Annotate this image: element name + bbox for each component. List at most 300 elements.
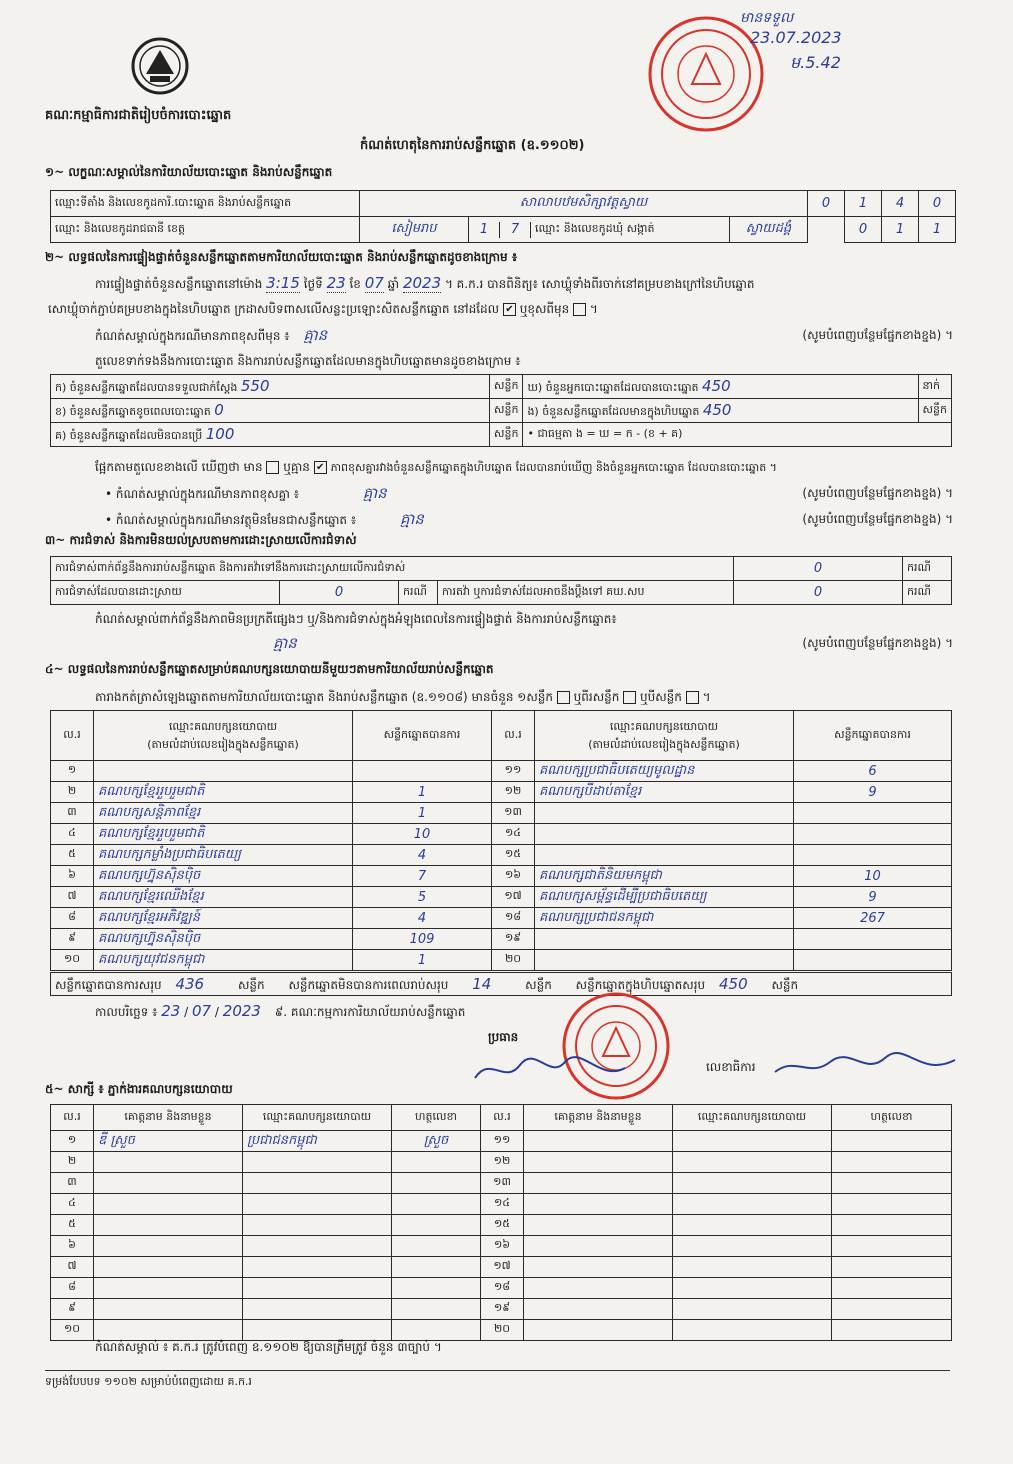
witness-row-no: ១៩ <box>481 1299 524 1320</box>
witness-row-sign <box>392 1152 481 1173</box>
witness-col-party: ឈ្មោះគណបក្សនយោបាយ <box>243 1105 392 1131</box>
witness-row-party <box>243 1215 392 1236</box>
witness-row-party <box>673 1131 832 1152</box>
witness-row-no: ១៣ <box>481 1173 524 1194</box>
witness-row-no: ១២ <box>481 1152 524 1173</box>
witness-row-party <box>673 1257 832 1278</box>
fill-note-4: (សូមបំពេញបន្ថែមផ្នែកខាងខ្នង) ។ <box>802 636 953 650</box>
unit-kha: សន្លឹក <box>490 399 523 423</box>
results-row-no: ១៣ <box>492 803 535 824</box>
location-code-1: 0 <box>808 191 845 217</box>
witness-row-name <box>94 1278 243 1299</box>
total-valid-unit: សន្លឹក <box>237 978 265 992</box>
witness-row-party <box>243 1236 392 1257</box>
commune-label: ឈ្មោះ និងលេខកូដឃុំ សង្កាត់ <box>535 221 655 235</box>
witness-row <box>51 1173 952 1194</box>
results-table <box>50 710 952 971</box>
witness-row-name <box>524 1215 673 1236</box>
results-col-party-sub-2: (តាមលំដាប់លេខរៀងក្នុងសន្លឹកឆ្នោត) <box>588 737 740 751</box>
results-row-votes: 1 <box>353 950 492 971</box>
witness-row-party <box>243 1299 392 1320</box>
spoiled-ballots-value: 0 <box>214 400 224 419</box>
results-row <box>51 782 952 803</box>
section5-title: ៥~ សាក្សី ៖ ភ្នាក់ងារគណបក្សនយោបាយ <box>45 1082 233 1096</box>
witness-row-sign <box>392 1257 481 1278</box>
org-name: គណៈកម្មាធិការជាតិរៀបចំការបោះឆ្នោត <box>45 108 232 123</box>
witness-row-sign <box>832 1152 952 1173</box>
witness-row-name <box>94 1173 243 1194</box>
results-row-party: គណបក្សហ្វ៊ុនស៊ិនប៉ិច <box>94 929 353 950</box>
results-row-no: ៩ <box>51 929 94 950</box>
results-row-no: ១២ <box>492 782 535 803</box>
witness-row-name <box>94 1152 243 1173</box>
verification-year: 2023 <box>402 274 442 292</box>
witness-row-name <box>524 1236 673 1257</box>
irregularity-value: គ្មាន <box>273 634 297 652</box>
witness-row-party <box>243 1257 392 1278</box>
results-row-party <box>535 824 794 845</box>
witness-row <box>51 1131 952 1152</box>
results-row-no: ៦ <box>51 866 94 887</box>
received-ballots-label: ក) ចំនួនសន្លឹកឆ្នោតដែលបានទទួលជាក់ស្តែង <box>55 380 238 394</box>
total-box-unit: សន្លឹក <box>771 978 799 992</box>
witness-row-name <box>524 1194 673 1215</box>
unit-kho: នាក់ <box>918 375 951 399</box>
secretary-label: លេខាធិការ <box>706 1060 756 1074</box>
results-row-no: ១៤ <box>492 824 535 845</box>
commune-code-1: 0 <box>845 217 882 243</box>
total-box-value: 450 <box>718 975 748 993</box>
witness-row-name <box>94 1257 243 1278</box>
witness-row-no: ១៥ <box>481 1215 524 1236</box>
results-row-votes: 4 <box>353 845 492 866</box>
unit-ngo: សន្លឹក <box>918 399 951 423</box>
witness-footnote: កំណត់សម្គាល់ ៖ គ.ក.រ ត្រូវបំពេញ ឧ.១១០២ ឱ្យបានត្រឹមត្រូវ ចំនួន ៣ច្បាប់ ។ <box>95 1340 442 1354</box>
box-ballots-label: ង) ចំនួនសន្លឹកឆ្នោតដែលមានក្នុងហិបឆ្នោត <box>527 404 700 418</box>
results-row-party <box>535 929 794 950</box>
results-row-no: ២០ <box>492 950 535 971</box>
results-row-party <box>94 761 353 782</box>
witness-row <box>51 1215 952 1236</box>
location-code-4: 0 <box>919 191 956 217</box>
results-row-votes <box>794 803 952 824</box>
diff-remark-value: គ្មាន <box>362 484 387 502</box>
date-day: 23 <box>161 1002 181 1020</box>
witness-row-name <box>524 1278 673 1299</box>
month-label: ខែ <box>349 277 361 291</box>
case-unit-2: ករណី <box>399 581 438 605</box>
box-ballots-value: 450 <box>702 400 732 419</box>
results-row-votes <box>794 845 952 866</box>
witness-row-no: ៦ <box>51 1236 94 1257</box>
witness-row-sign <box>832 1194 952 1215</box>
irregularity-line <box>48 636 953 652</box>
witness-row-name <box>524 1152 673 1173</box>
witness-row-party <box>673 1215 832 1236</box>
commune-code-3: 1 <box>919 217 956 243</box>
total-valid-value: 436 <box>175 975 205 993</box>
witness-row-party <box>673 1173 832 1194</box>
total-valid-label: សន្លឹកឆ្នោតបានការសរុប <box>55 978 162 992</box>
object-remark-line <box>105 512 953 528</box>
witness-row-no: ៤ <box>51 1194 94 1215</box>
witness-row-sign <box>832 1257 952 1278</box>
committee-label: ៩. គណៈកម្មការការិយាល័យរាប់សន្លឹកឆ្នោត <box>274 1005 466 1019</box>
witness-row-sign <box>832 1236 952 1257</box>
diff-remark-line <box>105 486 953 502</box>
verification-day: 23 <box>326 274 346 292</box>
results-row-party: គណបក្សកម្លាំងប្រជាធិបតេយ្យ <box>94 845 353 866</box>
unused-ballots-label: គ) ចំនួនសន្លឹកឆ្នោតដែលមិនបានប្រើ <box>55 428 203 442</box>
results-row-no: ១០ <box>51 950 94 971</box>
two-sheets-label: ឬពីរសន្លឹក <box>573 690 620 704</box>
received-time: ម.5.42 <box>790 53 841 72</box>
results-col-party <box>94 711 353 761</box>
case-unit-1: ករណី <box>903 557 952 581</box>
discrepancy-text: ផ្អែកតាមតួលេខខាងលើ ឃើញថា មាន <box>95 460 263 474</box>
resolved-label: ការជំទាស់ដែលបានដោះស្រាយ <box>51 581 280 605</box>
witness-col-no: ល.រ <box>51 1105 94 1131</box>
witness-row <box>51 1299 952 1320</box>
witness-row-no: ១០ <box>51 1320 94 1341</box>
witness-row <box>51 1194 952 1215</box>
results-row-votes: 5 <box>353 887 492 908</box>
results-row <box>51 824 952 845</box>
results-row-no: ៤ <box>51 824 94 845</box>
case-unit-3: ករណី <box>903 581 952 605</box>
witness-row-no: ១៤ <box>481 1194 524 1215</box>
object-remark-label: • កំណត់សម្គាល់ក្នុងករណីមានវត្ថុមិនមែនជាសន្លឹកឆ្នោត ៖ <box>105 513 357 527</box>
unit-ko: សន្លឹក <box>490 423 523 447</box>
verification-text-2: ។ គ.ក.រ បានពិនិត្យ៖ សោឃ្លុំទាំងពីរចាក់នៅគម្របខាងក្រៅនៃហិបឆ្នោត <box>444 277 755 291</box>
results-row-votes <box>794 929 952 950</box>
footer-divider <box>45 1370 950 1371</box>
witness-row-name <box>94 1236 243 1257</box>
results-row-votes: 109 <box>353 929 492 950</box>
changed-checkbox[interactable] <box>573 303 586 316</box>
witness-row-party <box>673 1194 832 1215</box>
results-row-no: ១៨ <box>492 908 535 929</box>
witness-row-party <box>243 1152 392 1173</box>
witness-row-party: ប្រជាជនកម្ពុជា <box>243 1131 392 1152</box>
date-label: កាលបរិច្ឆេទ ៖ <box>95 1005 158 1019</box>
year-label: ឆ្នាំ <box>387 277 400 291</box>
results-col-party-title-2: ឈ្មោះគណបក្សនយោបាយ <box>609 719 719 733</box>
tally-sheet-line: តារាងកត់ត្រាសំឡេងឆ្នោតតាមការិយាល័យបោះឆ្នោត និងរាប់សន្លឹកឆ្នោត (ឧ.១១០៨) មានចំនួន ១សន្លឹក ឬពីរសន្លឹក ឬបីសន្លឹក ។ <box>95 690 711 704</box>
witness-col-no-2: ល.រ <box>481 1105 524 1131</box>
results-row-no: ៨ <box>51 908 94 929</box>
no-diff-checkbox[interactable]: ✔ <box>314 461 327 474</box>
witness-row-sign <box>392 1299 481 1320</box>
verification-line <box>95 276 755 292</box>
results-row-party: គណបក្សខ្មែររួបរួមជាតិ <box>94 782 353 803</box>
date-month: 07 <box>192 1002 212 1020</box>
appeal-value: 0 <box>734 581 903 605</box>
total-invalid-value: 14 <box>472 975 492 993</box>
witness-row-name <box>524 1320 673 1341</box>
section4-title: ៤~ លទ្ធផលនៃការរាប់សន្លឹកឆ្នោតសម្រាប់គណបក្សនយោបាយនីមួយៗតាមការិយាល័យរាប់សន្លឹកឆ្នោត <box>45 662 494 676</box>
results-row-party: គណបក្សសន្តិភាពខ្មែរ <box>94 803 353 824</box>
location-label: ឈ្មោះទីតាំង និងលេខកូដការិ.បោះឆ្នោត និងរាប់សន្លឹកឆ្នោត <box>51 191 360 217</box>
witness-row-no: ១១ <box>481 1131 524 1152</box>
figures-intro: តួលេខទាក់ទងនឹងការបោះឆ្នោត និងការរាប់សន្លឹកឆ្នោតដែលមានក្នុងហិបឆ្នោតមានដូចខាងក្រោម ៖ <box>95 354 521 368</box>
witness-row-sign <box>832 1131 952 1152</box>
results-row-votes: 10 <box>794 866 952 887</box>
results-row-party <box>535 845 794 866</box>
diff-note-line <box>95 328 953 344</box>
results-row-no: ១៩ <box>492 929 535 950</box>
complaints-label: ការជំទាស់ពាក់ព័ន្ធនឹងការរាប់សន្លឹកឆ្នោត និងការតវ៉ាទៅនឹងការដោះស្រាយលើការជំទាស់ <box>51 557 734 581</box>
commune-code-2: 1 <box>882 217 919 243</box>
witness-row-sign <box>832 1173 952 1194</box>
witness-row-no: ៣ <box>51 1173 94 1194</box>
witness-row <box>51 1257 952 1278</box>
results-row-votes: 9 <box>794 887 952 908</box>
witness-col-party-2: ឈ្មោះគណបក្សនយោបាយ <box>673 1105 832 1131</box>
witness-row-sign <box>832 1278 952 1299</box>
seal-line: សោឃ្លុំចាក់ភ្ជាប់គម្របខាងក្នុងនៃហិបឆ្នោត ក្រដាសបិទពាសលើសន្លះប្រឡោះសិតសន្លឹកឆ្នោត នៅដដែល ✔ ឬខុសពីមុន ។ <box>48 302 598 316</box>
verification-text: ការផ្ទៀងផ្ទាត់ចំនួនសន្លឹកឆ្នោតនៅម៉ោង <box>95 277 263 291</box>
results-row-votes <box>794 824 952 845</box>
witness-row-sign <box>392 1236 481 1257</box>
voters-label: ឃ) ចំនួនអ្នកបោះឆ្នោតដែលបានបោះឆ្នោត <box>527 380 699 394</box>
form-title: កំណត់ហេតុនៃការរាប់សន្លឹកឆ្នោត (ឧ.១១០២) <box>360 138 585 153</box>
complaints-value: 0 <box>734 557 903 581</box>
total-invalid-label: សន្លឹកឆ្នោតមិនបានការពេលរាប់សរុប <box>288 978 449 992</box>
location-code-3: 4 <box>882 191 919 217</box>
witness-row-no: ២ <box>51 1152 94 1173</box>
witness-row-no: ១៧ <box>481 1257 524 1278</box>
has-diff-checkbox[interactable] <box>266 461 279 474</box>
chair-signature <box>470 1050 630 1090</box>
witness-row-sign <box>832 1299 952 1320</box>
results-col-votes: សន្លឹកឆ្នោតបានការ <box>353 711 492 761</box>
results-row-votes <box>353 761 492 782</box>
witness-row <box>51 1278 952 1299</box>
witness-row-party <box>673 1236 832 1257</box>
fill-note: (សូមបំពេញបន្ថែមផ្នែកខាងខ្នង) ។ <box>802 328 953 342</box>
witness-row-no: ១ <box>51 1131 94 1152</box>
section2-title: ២~ លទ្ធផលនៃការផ្ទៀងផ្ទាត់ចំនួនសន្លឹកឆ្នោតតាមការិយាល័យបោះឆ្នោត និងរាប់សន្លឹកឆ្នោតដូចខាងក្រោម ៖ <box>45 250 518 264</box>
results-row <box>51 908 952 929</box>
results-row-party: គណបក្សខ្មែររួបរួមជាតិ <box>94 824 353 845</box>
irregularity-note: កំណត់សម្គាល់ពាក់ព័ន្ធនឹងភាពមិនប្រក្រតីផ្សេងៗ ឬ/និងការជំទាស់ក្នុងអំឡុងពេលនៃការផ្ទៀងផ្ទាត់ និងការរាប់សន្លឹកឆ្នោត៖ <box>95 612 617 626</box>
results-row <box>51 950 952 971</box>
results-row-no: ៧ <box>51 887 94 908</box>
results-row-no: ១១ <box>492 761 535 782</box>
witness-row-name <box>524 1173 673 1194</box>
witness-row-name <box>524 1257 673 1278</box>
fill-note-2: (សូមបំពេញបន្ថែមផ្នែកខាងខ្នង) ។ <box>802 486 953 500</box>
day-label: ថ្ងៃទី <box>303 277 323 291</box>
results-row <box>51 866 952 887</box>
results-row-no: ២ <box>51 782 94 803</box>
results-row-votes: 9 <box>794 782 952 803</box>
witness-row-party <box>243 1320 392 1341</box>
witness-row-no: ១៨ <box>481 1278 524 1299</box>
secretary-signature <box>770 1048 960 1084</box>
witness-col-sign: ហត្ថលេខា <box>392 1105 481 1131</box>
results-row-votes: 1 <box>353 803 492 824</box>
witness-row-name <box>524 1299 673 1320</box>
date-year: 2023 <box>222 1002 261 1020</box>
witness-row <box>51 1152 952 1173</box>
received-note: មានទទួល <box>740 10 794 26</box>
results-row-votes: 4 <box>353 908 492 929</box>
verification-month: 07 <box>364 274 384 292</box>
witness-row-no: ២០ <box>481 1320 524 1341</box>
location-value: សាលាបឋមសិក្សាវត្តស្វាយ <box>360 191 808 217</box>
results-row-no: ១៥ <box>492 845 535 866</box>
results-row-votes: 1 <box>353 782 492 803</box>
results-row-party: គណបក្សសម្ព័ន្ធដើម្បីប្រជាធិបតេយ្យ <box>535 887 794 908</box>
results-row <box>51 845 952 866</box>
diff-note-label: កំណត់សម្គាល់ក្នុងករណីមានភាពខុសពីមុន ៖ <box>95 329 290 343</box>
results-col-party-title: ឈ្មោះគណបក្សនយោបាយ <box>168 719 278 733</box>
formula: • ជាធម្មតា ង = ឃ = ក - (ខ + គ) <box>523 423 952 447</box>
one-sheet-checkbox[interactable] <box>557 691 570 704</box>
witness-row <box>51 1320 952 1341</box>
date-line: កាលបរិច្ឆេទ ៖ 23 / 07 / 2023 ៩. គណៈកម្មការការិយាល័យរាប់សន្លឹកឆ្នោត <box>95 1002 466 1020</box>
results-row-votes: 10 <box>353 824 492 845</box>
received-ballots-value: 550 <box>240 376 270 395</box>
province-label: ឈ្មោះ និងលេខកូដរាជធានី ខេត្ត <box>51 217 360 243</box>
witness-col-name-2: គោត្តនាម និងនាមខ្លួន <box>524 1105 673 1131</box>
witness-row-name <box>94 1320 243 1341</box>
footer-note: ទម្រង់បែបបទ ១១០២ សម្រាប់បំពេញដោយ គ.ក.រ <box>45 1375 252 1388</box>
witness-row-sign <box>832 1215 952 1236</box>
witness-row-sign <box>392 1194 481 1215</box>
nec-emblem-icon <box>126 36 194 98</box>
results-row-party: គណបក្សហ្វ៊ុនស៊ិនប៉ិច <box>94 866 353 887</box>
total-invalid-unit: សន្លឹក <box>525 978 552 992</box>
complaints-table <box>50 556 952 605</box>
witness-row-name <box>94 1215 243 1236</box>
results-row-party: គណបក្សយុវជនកម្ពុជា <box>94 950 353 971</box>
witness-row-party <box>243 1278 392 1299</box>
two-sheets-checkbox[interactable] <box>623 691 636 704</box>
unused-ballots-value: 100 <box>205 424 235 443</box>
witness-row-party <box>673 1152 832 1173</box>
results-col-no: ល.រ <box>51 711 94 761</box>
results-row-no: ៥ <box>51 845 94 866</box>
results-col-party-sub: (តាមលំដាប់លេខរៀងក្នុងសន្លឹកឆ្នោត) <box>147 737 299 751</box>
results-row-no: ១៦ <box>492 866 535 887</box>
figures-table <box>50 374 952 447</box>
appeal-label: ការតវ៉ា ឬការជំទាស់ដែលអាចនឹងប្តឹងទៅ គឃ.សប <box>438 581 734 605</box>
discrepancy-line <box>95 460 777 475</box>
province-code-1: 1 <box>469 222 500 238</box>
witness-row <box>51 1236 952 1257</box>
results-row-votes: 6 <box>794 761 952 782</box>
received-date: 23.07.2023 <box>750 28 842 47</box>
witness-row-sign <box>392 1215 481 1236</box>
unit-ka: សន្លឹក <box>490 375 523 399</box>
section1-title: ១~ លក្ខណៈសម្គាល់នៃការិយាល័យបោះឆ្នោត និងរាប់សន្លឹកឆ្នោត <box>45 165 333 179</box>
results-row-party <box>535 950 794 971</box>
diff-note-value: គ្មាន <box>303 326 328 344</box>
witness-row-name <box>524 1131 673 1152</box>
results-row-votes <box>794 950 952 971</box>
tally-sheet-text: តារាងកត់ត្រាសំឡេងឆ្នោតតាមការិយាល័យបោះឆ្នោត និងរាប់សន្លឹកឆ្នោត (ឧ.១១០៨) មានចំនួន ១សន្លឹក <box>95 690 553 704</box>
fill-note-3: (សូមបំពេញបន្ថែមផ្នែកខាងខ្នង) ។ <box>802 512 953 526</box>
witness-row-party <box>673 1299 832 1320</box>
witness-row-sign: ស្រួច <box>392 1131 481 1152</box>
voters-value: 450 <box>702 376 731 395</box>
witness-row-name: ឌី ស្រួច <box>94 1131 243 1152</box>
witness-row-no: ៥ <box>51 1215 94 1236</box>
changed-label: ឬខុសពីមុន <box>519 302 570 316</box>
province-code-2: 7 <box>500 222 531 238</box>
total-box-label: សន្លឹកឆ្នោតក្នុងហិបឆ្នោតសរុប <box>575 978 706 992</box>
three-sheets-label: ឬបីសន្លឹក <box>640 690 682 704</box>
witness-row-party <box>673 1320 832 1341</box>
results-row <box>51 929 952 950</box>
chair-label: ប្រធាន <box>488 1030 519 1044</box>
commune-value: ស្វាយដង្គំ <box>730 217 808 243</box>
witness-row-sign <box>392 1278 481 1299</box>
witness-col-sign-2: ហត្ថលេខា <box>832 1105 952 1131</box>
witness-row-name <box>94 1194 243 1215</box>
witness-row-party <box>243 1194 392 1215</box>
results-row <box>51 887 952 908</box>
witness-row-sign <box>392 1173 481 1194</box>
results-row-no: ៣ <box>51 803 94 824</box>
witness-table <box>50 1104 952 1341</box>
witness-row-party <box>243 1173 392 1194</box>
unchanged-checkbox[interactable]: ✔ <box>503 303 516 316</box>
witness-row-sign <box>392 1320 481 1341</box>
location-code-2: 1 <box>845 191 882 217</box>
section3-title: ៣~ ការជំទាស់ និងការមិនយល់ស្របតាមការដោះស្រាយលើការជំទាស់ <box>45 533 357 547</box>
verification-time: 3:15 <box>266 274 300 292</box>
results-row-party: គណបក្សប្រជាជនកម្ពុជា <box>535 908 794 929</box>
province-value: សៀមរាប <box>360 217 469 243</box>
object-remark-value: គ្មាន <box>399 510 424 528</box>
results-row-party: គណបក្សជាតិនិយមកម្ពុជា <box>535 866 794 887</box>
witness-row-no: ៩ <box>51 1299 94 1320</box>
witness-row-name <box>94 1299 243 1320</box>
results-row <box>51 761 952 782</box>
results-col-votes-2: សន្លឹកឆ្នោតបានការ <box>794 711 952 761</box>
results-row-no: ១៧ <box>492 887 535 908</box>
three-sheets-checkbox[interactable] <box>686 691 699 704</box>
diff-remark-label: • កំណត់សម្គាល់ក្នុងករណីមានភាពខុសគ្នា ៖ <box>105 487 300 501</box>
resolved-value: 0 <box>280 581 399 605</box>
witness-row-no: ៧ <box>51 1257 94 1278</box>
results-col-party-2 <box>535 711 794 761</box>
results-row-party <box>535 803 794 824</box>
results-col-no-2: ល.រ <box>492 711 535 761</box>
results-row-no: ១ <box>51 761 94 782</box>
witness-row-sign <box>832 1320 952 1341</box>
seal-text: សោឃ្លុំចាក់ភ្ជាប់គម្របខាងក្នុងនៃហិបឆ្នោត ក្រដាសបិទពាសលើសន្លះប្រឡោះសិតសន្លឹកឆ្នោត នៅដដែល <box>48 302 500 316</box>
results-row-party: គណបក្សខ្មែរអភិវឌ្ឍន៍ <box>94 908 353 929</box>
results-row-party: គណបក្សបីដាប់តាខ្មែរ <box>535 782 794 803</box>
section1-table <box>50 190 956 243</box>
results-row-votes: 267 <box>794 908 952 929</box>
witness-col-name: គោត្តនាម និងនាមខ្លួន <box>94 1105 243 1131</box>
witness-row-no: ៨ <box>51 1278 94 1299</box>
witness-row-no: ១៦ <box>481 1236 524 1257</box>
discrepancy-text-2: ភាពខុសគ្នារវាងចំនួនសន្លឹកឆ្នោតក្នុងហិបឆ្នោត ដែលបានរាប់ឃើញ និងចំនួនអ្នកបោះឆ្នោត ដែលបានបោះឆ្នោត ។ <box>330 461 777 474</box>
results-row-party: គណបក្សប្រជាធិបតេយ្យមូលដ្ឋាន <box>535 761 794 782</box>
totals-row <box>50 972 952 996</box>
no-diff-label: ឬគ្មាន <box>283 460 310 474</box>
witness-row-party <box>673 1278 832 1299</box>
results-row <box>51 803 952 824</box>
spoiled-ballots-label: ខ) ចំនួនសន្លឹកឆ្នោតខូចពេលបោះឆ្នោត <box>55 404 211 418</box>
